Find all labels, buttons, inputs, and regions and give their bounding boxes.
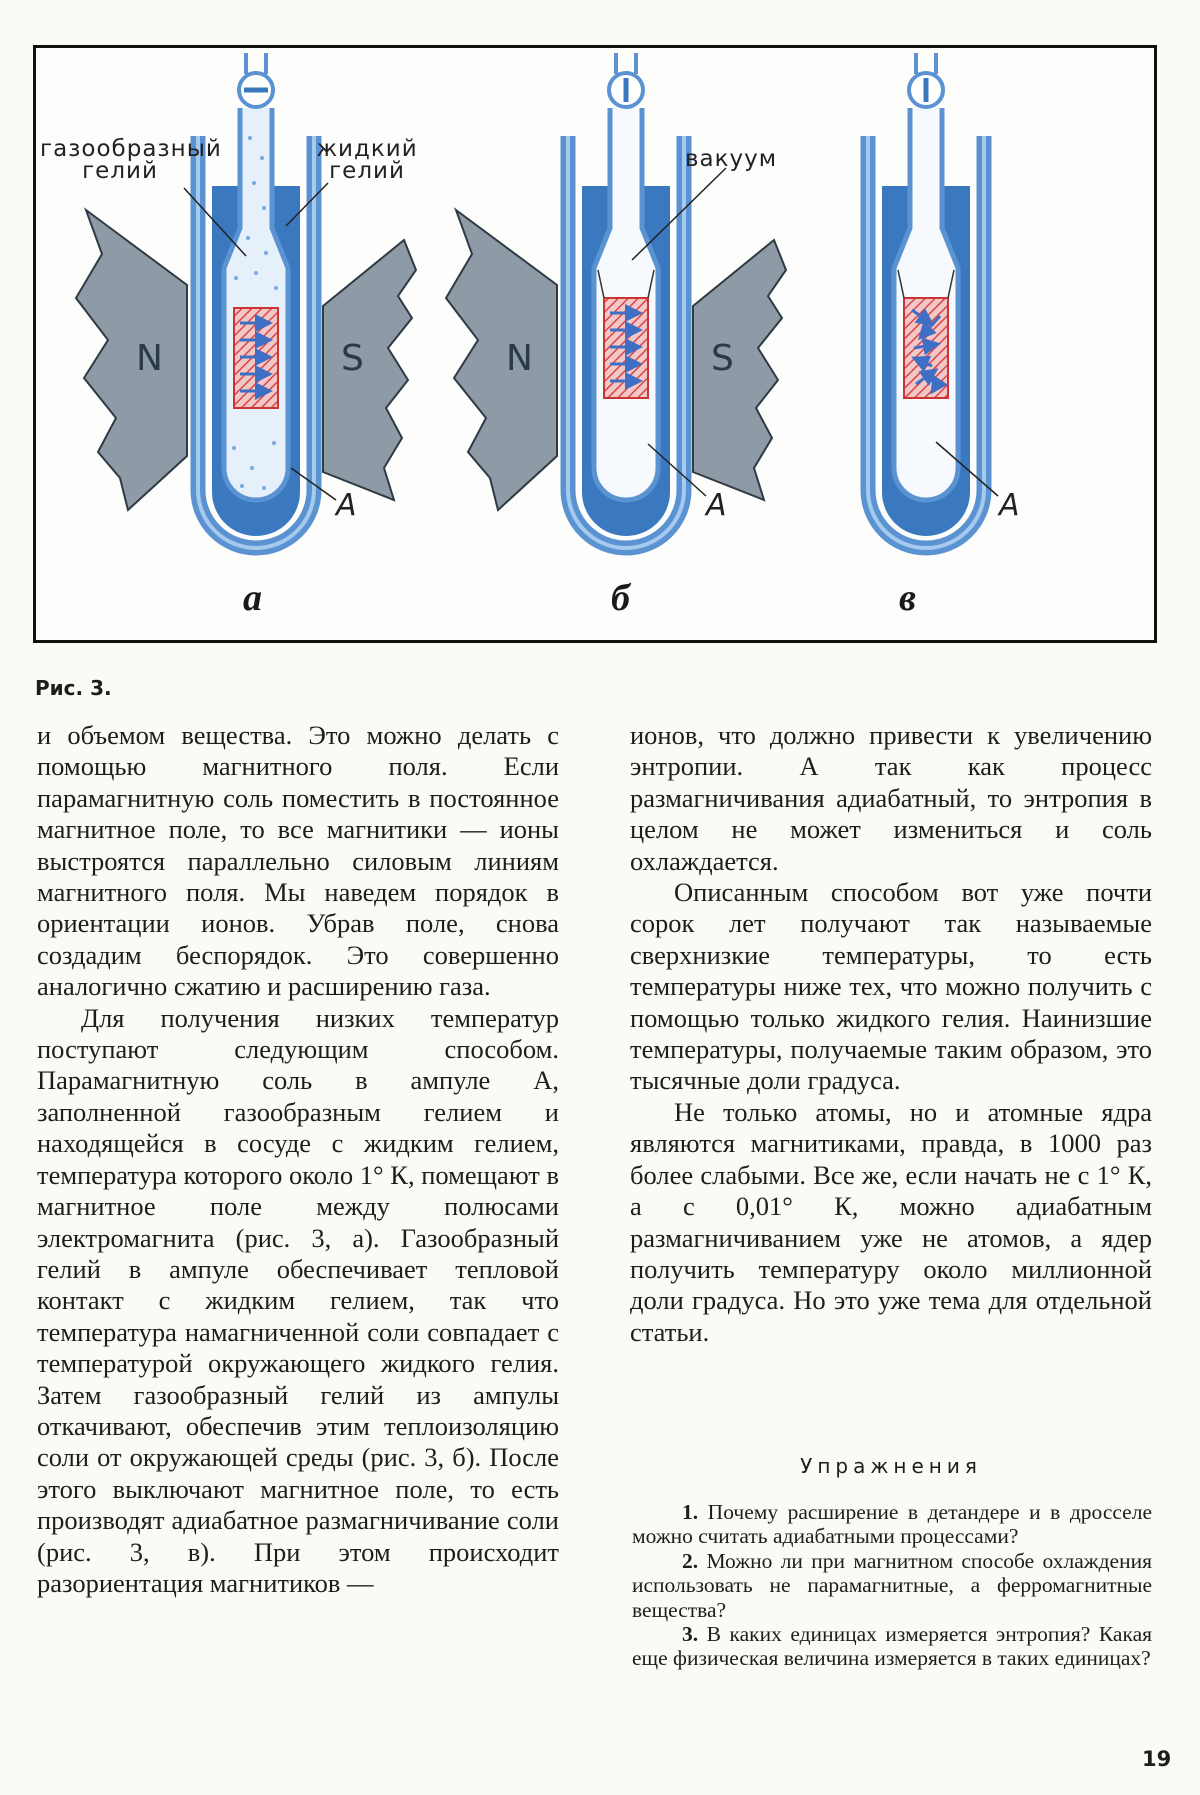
exercise-text: Можно ли при магнитном способе охлаждения использовать не парамагнитные, а ферромагнитные вещества? — [632, 1548, 1153, 1622]
exercise-item — [632, 1549, 1152, 1622]
panel-letter-b: б — [611, 577, 630, 619]
pole-north-b: N — [506, 338, 533, 379]
panel-b — [446, 53, 786, 548]
exercise-text: Почему расширение в детандере и в дросселе можно считать адиабатными процессами? — [632, 1500, 1152, 1549]
panel-a — [76, 53, 416, 548]
exercise-text: В каких единицах измеряется энтропия? Какая еще физическая величина измеряется в таких единицах? — [632, 1622, 1153, 1671]
exercises-list — [632, 1500, 1152, 1671]
exercise-number: 1. — [682, 1500, 699, 1524]
ampoule-label-c: A — [999, 488, 1020, 523]
panel-c — [868, 53, 998, 548]
paragraph: Описанным способом вот уже почти сорок лет получают так называемые сверхнизкие температуры, то есть температуры ниже тех, что можно получить с помощью только жидкого гелия. Наинизшие температуры, получаемые таким образом, это тысячные доли градуса. — [630, 877, 1152, 1096]
exercise-item — [632, 1500, 1152, 1549]
paragraph: Не только атомы, но и атомные ядра являются магнитиками, правда, в 1000 раз более слабыми. Все же, если начать не с 1° К, а с 0,01° К, можно адиабатным размагничиванием уже не атомов, а ядер получить температуру около миллионной доли градуса. Но это уже тема для отдельной статьи. — [630, 1096, 1152, 1347]
magnet-north-b — [446, 210, 557, 510]
paragraph: и объемом вещества. Это можно делать с помощью магнитного поля. Если парамагнитную соль поместить в постоянное магнитное поле, то все магнитики — ионы выстроятся параллельно силовым линиям магнитного поля. Мы наведем порядок в ориентации ионов. Убрав поле, снова создадим беспорядок. Это совершенно аналогично сжатию и расширению газа. — [37, 720, 559, 1002]
panel-letter-c: в — [899, 577, 916, 619]
ampoule-a — [224, 108, 288, 500]
paragraph: ионов, что должно привести к увеличению энтропии. А так как процесс размагничивания адиабатный, то энтропия в целом не может измениться и соль охлаждается. — [630, 720, 1152, 876]
figure-3 — [33, 45, 1157, 643]
exercise-item — [632, 1622, 1152, 1671]
pole-south-a: S — [341, 338, 364, 379]
left-column — [37, 720, 559, 1599]
label-vacuum: вакуум — [684, 146, 778, 172]
magnet-south-b — [693, 240, 786, 500]
pole-south-b: S — [711, 338, 734, 379]
label-gas-helium: газообразный гелий — [40, 136, 222, 184]
figure-caption: Рис. 3. — [35, 676, 112, 700]
label-liquid-helium: жидкий гелий — [316, 136, 418, 184]
exercises-title: Упражнения — [800, 1454, 982, 1478]
ampoule-label-b: A — [706, 488, 727, 523]
exercise-number: 2. — [682, 1548, 699, 1573]
pole-north-a: N — [136, 338, 163, 379]
salt-sample-c — [904, 298, 948, 398]
right-column — [630, 720, 1152, 1348]
exercise-number: 3. — [682, 1622, 699, 1647]
paragraph: Для получения низких температур поступают следующим способом. Парамагнитную соль в ампуле A, заполненной газообразным гелием и находящейся в сосуде с жидким гелием, температура которого около 1° К, помещают в магнитное поле между полюсами электромагнита (рис. 3, а). Газообразный гелий в ампуле обеспечивает тепловой контакт с жидким гелием, так что температура намагниченной соли совпадает с температурой окружающего жидкого гелия. Затем газообразный гелий из ампулы откачивают, обеспечив этим теплоизоляцию соли от окружающей среды (рис. 3, б). После этого выключают магнитное поле, то есть производят адиабатное размагничивание соли (рис. 3, в). При этом происходит разориентация магнитиков — — [37, 1002, 559, 1598]
panel-letter-a: а — [243, 577, 262, 619]
magnet-north-a — [76, 210, 187, 510]
page-number: 19 — [1142, 1747, 1172, 1771]
ampoule-label-a: A — [336, 488, 357, 523]
magnet-south-a — [323, 240, 416, 500]
